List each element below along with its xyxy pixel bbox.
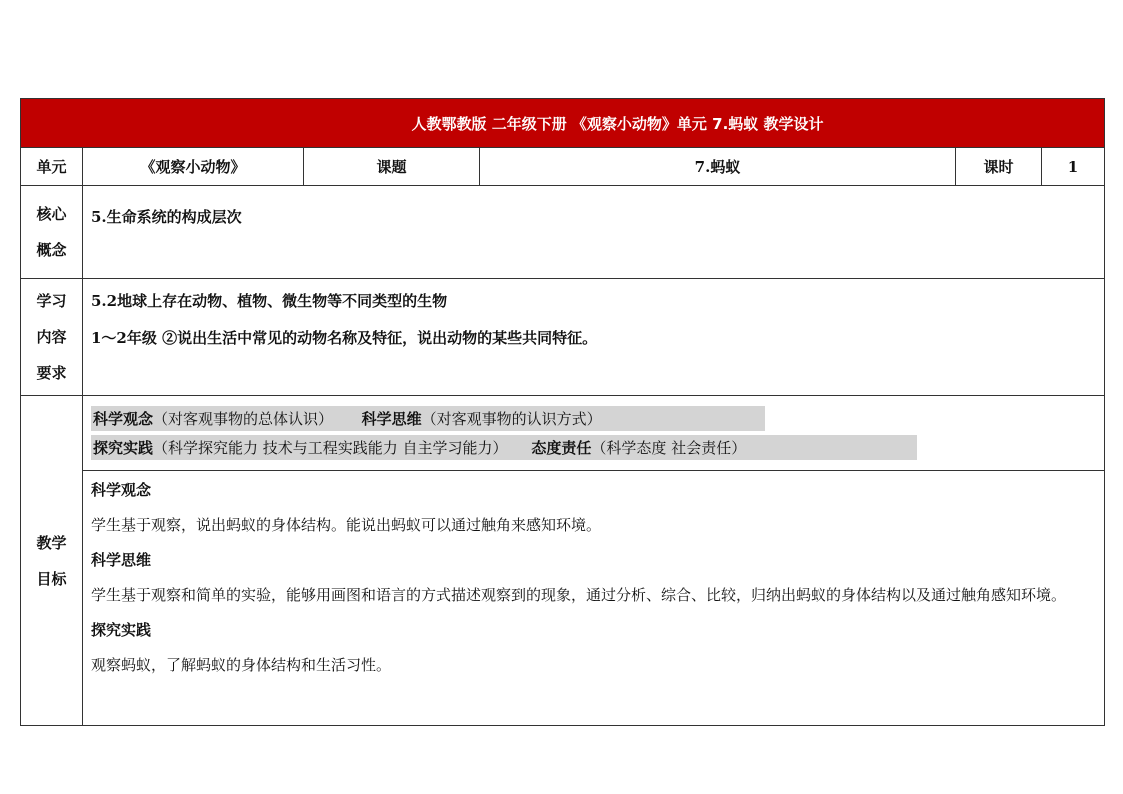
dimension-name: 科学思维 (361, 410, 422, 428)
topic-label: 课题 (304, 148, 480, 186)
requirement-line: 5.2地球上存在动物、植物、微生物等不同类型的生物 (91, 292, 448, 310)
core-concept-label-line: 核心 (36, 205, 67, 223)
dimension-desc: （科学态度 社会责任） (591, 439, 747, 457)
dimension-desc: （对客观事物的总体认识） (153, 410, 334, 428)
goal-dimensions (83, 396, 1105, 471)
core-concept-row (21, 186, 1105, 279)
teaching-goals-dimensions-row (21, 396, 1105, 471)
goals-label-line: 目标 (36, 569, 67, 588)
dimension-desc: （科学探究能力 技术与工程实践能力 自主学习能力） (153, 439, 508, 457)
goal-text: 观察蚂蚁，了解蚂蚁的身体结构和生活习性。 (91, 656, 392, 674)
dimension-name: 科学观念 (93, 410, 154, 428)
teaching-goals-content (83, 471, 1105, 726)
dimension-name: 探究实践 (93, 439, 154, 457)
dimension-highlight (91, 406, 765, 431)
learning-requirements-row (21, 279, 1105, 396)
teaching-goals-detail-row (21, 471, 1105, 726)
learning-requirements-label (21, 279, 83, 396)
teaching-goals-label (21, 396, 83, 726)
requirements-label-line: 学习 (36, 292, 67, 310)
requirements-label-line: 内容 (36, 328, 67, 346)
dimension-line-2 (91, 433, 1104, 462)
core-concept-text: 5.生命系统的构成层次 (83, 186, 1105, 279)
lesson-plan-table (20, 98, 1105, 726)
goal-heading: 科学思维 (91, 551, 152, 569)
dimension-desc: （对客观事物的认识方式） (421, 410, 602, 428)
topic-value: 7.蚂蚁 (480, 148, 956, 186)
goal-heading: 科学观念 (91, 481, 152, 499)
unit-label: 单元 (21, 148, 83, 186)
core-concept-label (21, 186, 83, 279)
core-concept-label-line: 概念 (36, 241, 67, 259)
unit-value: 《观察小动物》 (83, 148, 304, 186)
dimension-line-1 (91, 404, 1104, 433)
title-row (21, 99, 1105, 148)
period-value: 1 (1042, 148, 1105, 186)
requirement-line: 1～2年级 ②说出生活中常见的动物名称及特征，说出动物的某些共同特征。 (91, 329, 598, 347)
goal-text: 学生基于观察和简单的实验，能够用画图和语言的方式描述观察到的现象，通过分析、综合、比较，归纳出蚂蚁的身体结构以及通过触角感知环境。 (91, 586, 1067, 604)
goals-label-line: 教学 (36, 533, 67, 552)
header-row (21, 148, 1105, 186)
requirements-label-line: 要求 (36, 364, 67, 382)
document-title: 人教鄂教版 二年级下册 《观察小动物》单元 7.蚂蚁 教学设计 (21, 99, 1105, 148)
goal-text: 学生基于观察，说出蚂蚁的身体结构。能说出蚂蚁可以通过触角来感知环境。 (91, 516, 602, 534)
period-label: 课时 (956, 148, 1042, 186)
goal-heading: 探究实践 (91, 621, 152, 639)
dimension-name: 态度责任 (531, 439, 592, 457)
learning-requirements-content (83, 279, 1105, 396)
dimension-highlight (91, 435, 917, 460)
